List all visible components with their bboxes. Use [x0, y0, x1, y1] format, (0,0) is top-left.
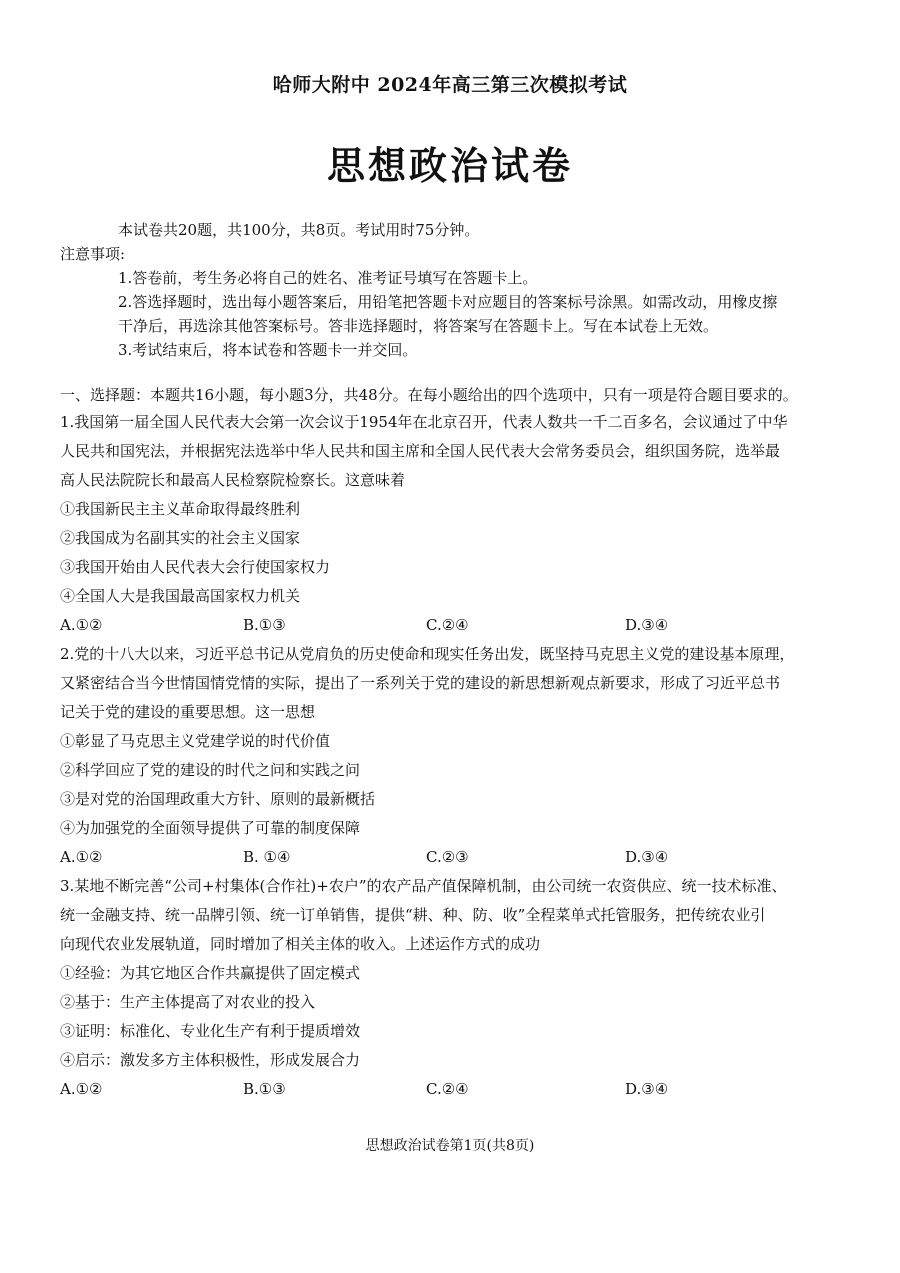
notice-item: 3.考试结束后，将本试卷和答题卡一并交回。 [118, 341, 418, 359]
choice-a: A.①② [60, 1080, 103, 1098]
statement-option: ②科学回应了党的建设的时代之问和实践之问 [60, 761, 361, 779]
question-stem-line: 人民共和国宪法，并根据宪法选举中华人民共和国主席和全国人民代表大会常务委员会，组织国务院，选举最 [60, 442, 781, 460]
question-stem-line: 统一金融支持、统一品牌引领、统一订单销售，提供“耕、种、防、收”全程菜单式托管服务，把传统农业引 [60, 906, 766, 924]
statement-option: ①经验：为其它地区合作共赢提供了固定模式 [60, 964, 361, 982]
statement-option: ④启示：激发多方主体积极性，形成发展合力 [60, 1051, 361, 1069]
question-stem-line: 向现代农业发展轨道，同时增加了相关主体的收入。上述运作方式的成功 [60, 935, 541, 953]
choice-d: D.③④ [625, 616, 669, 634]
choice-d: D.③④ [625, 848, 669, 866]
choice-c: C.②④ [426, 1080, 469, 1098]
question-stem-line: 记关于党的建设的重要思想。这一思想 [60, 703, 316, 721]
question-stem-line: 1.我国第一届全国人民代表大会第一次会议于1954年在北京召开，代表人数共一千二百多名，会议通过了中华 [60, 413, 788, 431]
answer-choices [60, 1075, 860, 1104]
statement-option: ④为加强党的全面领导提供了可靠的制度保障 [60, 819, 361, 837]
question-stem-line: 高人民法院院长和最高人民检察院检察长。这意味着 [60, 471, 406, 489]
exam-intro: 本试卷共20题，共100分，共8页。考试用时75分钟。 [118, 221, 480, 239]
choice-d: D.③④ [625, 1080, 669, 1098]
statement-option: ②我国成为名副其实的社会主义国家 [60, 529, 301, 547]
choice-b: B.①③ [243, 1080, 286, 1098]
choice-b: B. ①④ [243, 848, 291, 866]
statement-option: ③是对党的治国理政重大方针、原则的最新概括 [60, 790, 376, 808]
page-footer: 思想政治试卷第1页(共8页) [365, 1138, 535, 1154]
statement-option: ①我国新民主主义革命取得最终胜利 [60, 500, 301, 518]
question-stem-line: 又紧密结合当今世情国情党情的实际，提出了一系列关于党的建设的新思想新观点新要求，形成了习近平总书 [60, 674, 781, 692]
choice-a: A.①② [60, 616, 103, 634]
notice-item: 1.答卷前，考生务必将自己的姓名、准考证号填写在答题卡上。 [118, 269, 538, 287]
choice-c: C.②③ [426, 848, 469, 866]
question-stem-line: 3.某地不断完善“公司+村集体(合作社)+农户”的农产品产值保障机制，由公司统一农资供应、统一技术标准、 [60, 877, 787, 895]
notice-item: 2.答选择题时，选出每小题答案后，用铅笔把答题卡对应题目的答案标号涂黑。如需改动，用橡皮擦 [118, 293, 778, 311]
question-1 [60, 408, 860, 640]
statement-option: ②基于：生产主体提高了对农业的投入 [60, 993, 316, 1011]
notice-item: 干净后，再选涂其他答案标号。答非选择题时，将答案写在答题卡上。写在本试卷上无效。 [118, 317, 719, 335]
exam-body [60, 218, 860, 1104]
page-title: 思想政治试卷 [326, 143, 573, 188]
question-2 [60, 640, 860, 872]
answer-choices [60, 611, 860, 640]
answer-choices [60, 843, 860, 872]
choice-c: C.②④ [426, 616, 469, 634]
choice-a: A.①② [60, 848, 103, 866]
section-heading: 一、选择题：本题共16小题，每小题3分，共48分。在每小题给出的四个选项中，只有一项是符合题目要求的。 [60, 386, 798, 404]
notice-title: 注意事项: [60, 245, 126, 263]
statement-option: ③我国开始由人民代表大会行使国家权力 [60, 558, 331, 576]
question-3 [60, 872, 860, 1104]
school-exam-line: 哈师大附中 2024年高三第三次模拟考试 [272, 74, 628, 96]
question-stem-line: 2.党的十八大以来，习近平总书记从党肩负的历史使命和现实任务出发，既坚持马克思主义党的建设基本原理， [60, 645, 795, 663]
statement-option: ④全国人大是我国最高国家权力机关 [60, 587, 301, 605]
choice-b: B.①③ [243, 616, 286, 634]
statement-option: ③证明：标准化、专业化生产有利于提质增效 [60, 1022, 361, 1040]
statement-option: ①彰显了马克思主义党建学说的时代价值 [60, 732, 331, 750]
